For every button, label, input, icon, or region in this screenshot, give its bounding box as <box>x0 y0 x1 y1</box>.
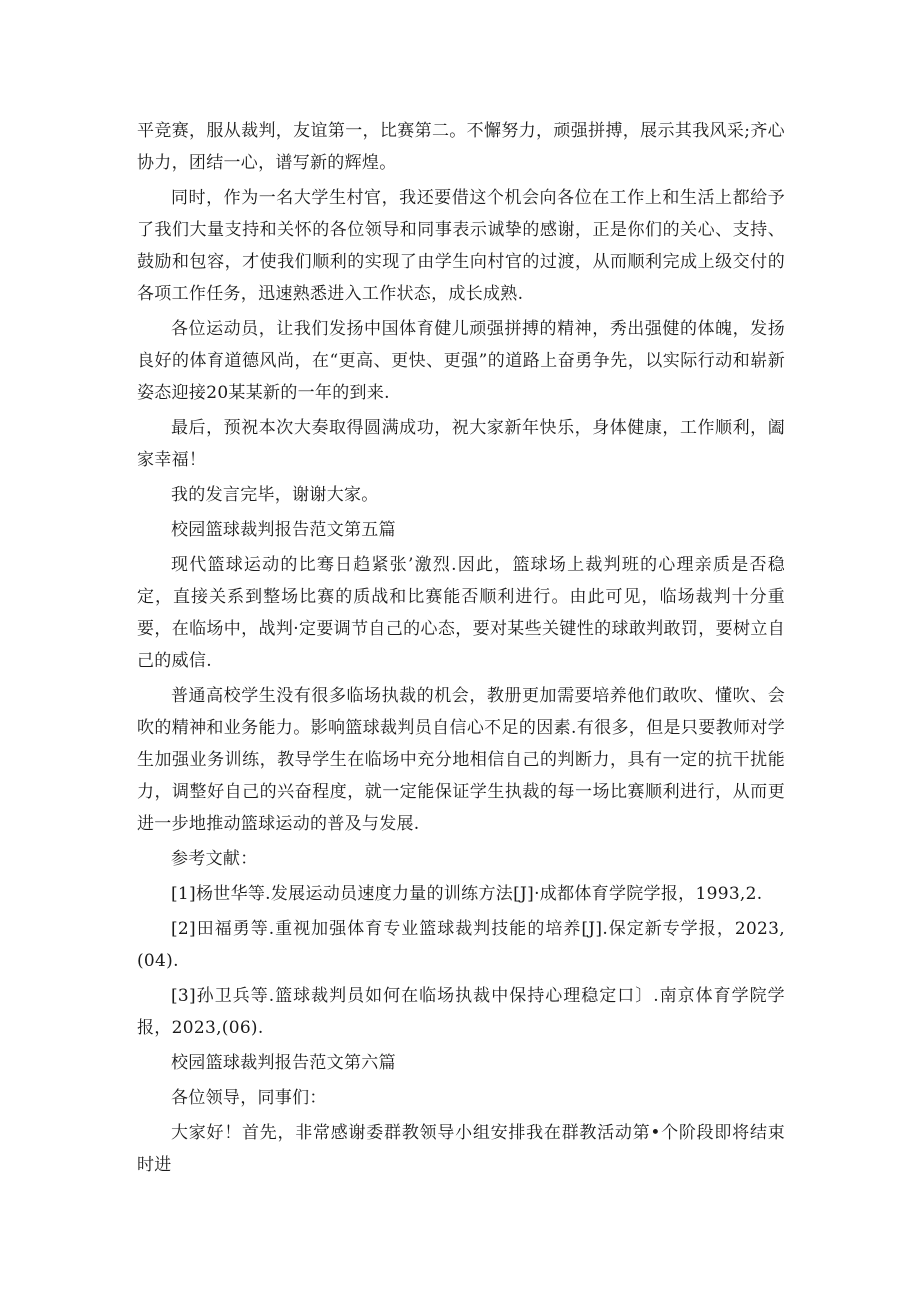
paragraph-closing: 我的发言完毕，谢谢大家。 <box>171 485 379 505</box>
reference-item: [2]田福勇等.重视加强体育专业篮球裁判技能的培养[J].保定新专学报，2023,(04). <box>137 919 785 971</box>
reference-item: [1]杨世华等.发展运动员速度力量的训练方法[J]·成都体育学院学报，1993,2. <box>171 884 763 904</box>
paragraph-college-students: 普通高校学生没有很多临场执裁的机会，教册更加需要培养他们敢吹、懂吹、会吹的精神和业务能力。影响篮球裁判员自信心不足的因素.有很多，但是只要教师对学生加强业务训练，教导学生在临场中充分地相信自己的判断力，具有一定的抗干扰能力，调整好自己的兴奋程度，就一定能保证学生执裁的每一场比赛顺利进行，从而更进一步地推动篮球运动的普及与发展. <box>137 686 785 834</box>
references-heading: 参考文献： <box>171 849 258 869</box>
reference-item: [3]孙卫兵等.篮球裁判员如何在临场执裁中保持心理稳定口〕.南京体育学院学报，2023,(06). <box>137 986 785 1038</box>
paragraph-continuation: 平竞赛，服从裁判，友谊第一，比赛第二。不懈努力，顽强拼搏，展示其我风采;齐心协力，团结一心，谱写新的辉煌。 <box>137 121 785 173</box>
paragraph-wishes: 最后，预祝本次大奏取得圆满成功，祝大家新年快乐，身体健康，工作顺利，阖家幸福！ <box>137 418 785 470</box>
document-body <box>137 115 785 1184</box>
paragraph-thanks: 同时，作为一名大学生村官，我还要借这个机会向各位在工作上和生活上都给予了我们大量支持和关怀的各位领导和同事表示诚挚的感谢，正是你们的关心、支持、鼓励和包容，才使我们顺利的实现了由学生向村官的过渡，从而顺利完成上级交付的各项工作任务，迅速熟悉进入工作状态，成长成熟. <box>137 188 785 304</box>
paragraph-modern-basketball: 现代篮球运动的比骞日趋紧张’激烈.因此，篮球场上裁判班的心理亲质是否稳定，直接关系到整场比赛的质战和比赛能否顺利进行。由此可见，临场裁判十分重要，在临场中，战判·定要调节自己的心态，要对某些关键性的球敢判敢罚，要树立自己的威信. <box>137 555 785 671</box>
section-heading-five: 校园篮球裁判报告范文第五篇 <box>171 520 396 540</box>
section-heading-six: 校园篮球裁判报告范文第六篇 <box>171 1053 396 1073</box>
paragraph-greeting: 大家好！首先，非常感谢委群教领导小组安排我在群教活动第•个阶段即将结束时进 <box>137 1123 785 1175</box>
paragraph-athletes: 各位运动员，让我们发扬中国体育健儿顽强拼搏的精神，秀出强健的体魄，发扬良好的体育道德风尚，在“更高、更快、更强”的道路上奋勇争先，以实际行动和崭新姿态迎接20某某新的一年的到来. <box>137 319 785 403</box>
salutation: 各位领导，同事们： <box>171 1088 327 1108</box>
